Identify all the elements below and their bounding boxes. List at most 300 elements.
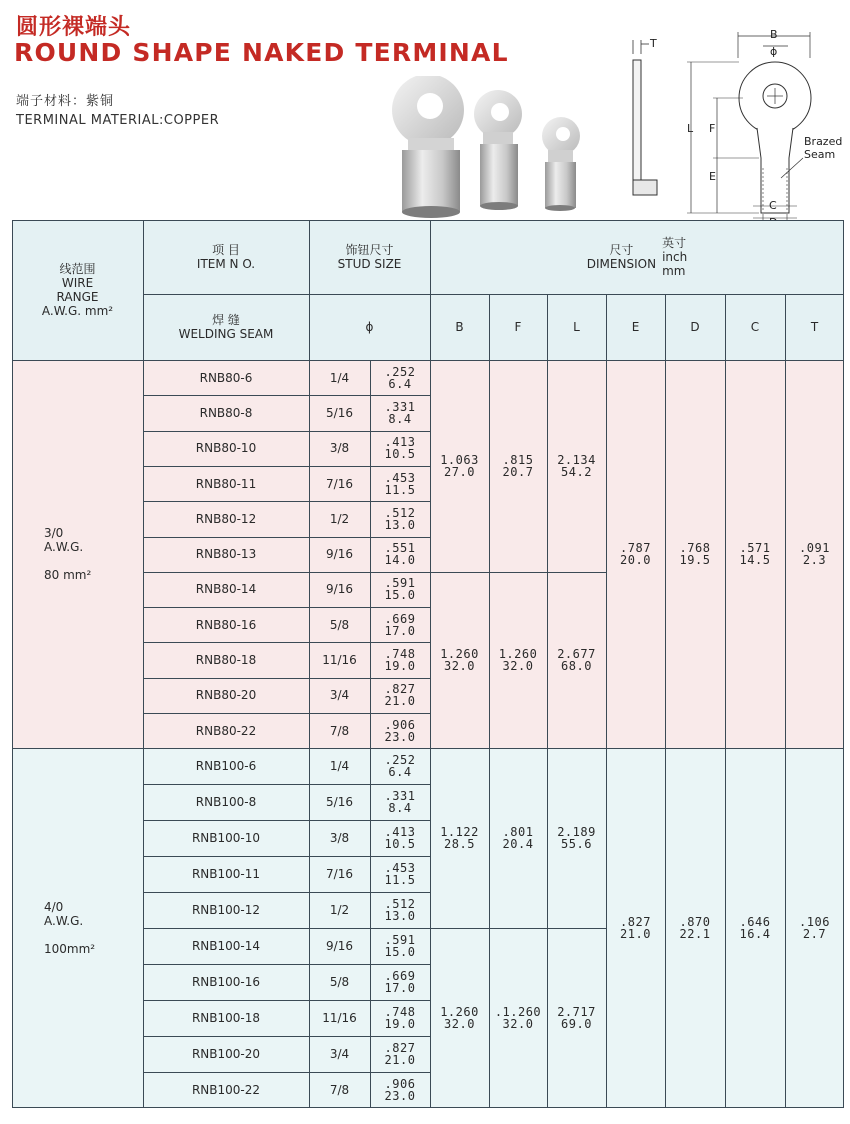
stud-size: 5/16 [326, 795, 353, 810]
phi-values [385, 613, 416, 637]
item-number: RNB100-20 [191, 1047, 261, 1062]
phi-inch: .252 [384, 753, 416, 768]
phi-values [385, 542, 416, 566]
brazed-label: Brazed [804, 135, 843, 148]
stud-size: 11/16 [322, 1011, 357, 1026]
dim-col-label: L [573, 320, 580, 334]
dim-b-cell [430, 572, 489, 749]
item-cell [143, 466, 309, 501]
header-bottom-line [12, 360, 844, 361]
stud-cell [309, 537, 370, 572]
phi-mm: 10.5 [384, 447, 416, 462]
dim-c-label: C [769, 199, 777, 212]
phi-inch: .748 [384, 647, 416, 662]
stud-cell [309, 856, 370, 892]
group-divider-line [12, 748, 844, 749]
dim-mm: 68.0 [561, 659, 592, 674]
sub-block-line [430, 572, 606, 573]
phi-cell [370, 395, 430, 430]
dim-t-cell [785, 360, 844, 748]
item-cell [143, 856, 309, 892]
dim-mm: 32.0 [444, 659, 475, 674]
item-number: RNB100-22 [191, 1083, 261, 1097]
item-number: RNB80-12 [195, 511, 257, 526]
stud-size: 7/8 [329, 723, 350, 738]
dim-f-values [503, 826, 534, 850]
dim-inch: .870 [679, 915, 711, 930]
dim-b-values [440, 454, 479, 478]
stud-cell [309, 572, 370, 607]
item-number: RNB100-12 [191, 903, 261, 918]
dim-col-label: E [631, 320, 640, 334]
phi-cell [370, 713, 430, 748]
phi-mm: 8.4 [388, 801, 412, 816]
phi-mm: 15.0 [384, 945, 416, 960]
phi-values [385, 472, 416, 496]
dim-inch: .815 [502, 452, 534, 467]
phi-mm: 14.0 [384, 553, 416, 568]
header-stud-size [309, 220, 430, 294]
dim-f-values [499, 648, 538, 672]
row-line [143, 1036, 430, 1037]
wire-range-en: WIRE [61, 276, 94, 290]
dim-t-values [799, 916, 830, 940]
dim-inch: 1.063 [440, 452, 479, 467]
dim-mm: 20.0 [620, 553, 651, 568]
item-number: RNB80-16 [195, 617, 257, 632]
item-number: RNB80-10 [195, 441, 257, 456]
dimension-text [587, 236, 687, 278]
dim-e-values [620, 542, 651, 566]
row-line [143, 784, 430, 785]
phi-inch: .591 [384, 933, 416, 948]
phi-values [385, 719, 416, 743]
dim-d-values [680, 916, 711, 940]
dim-inch: 1.260 [440, 1005, 479, 1020]
item-number: RNB80-18 [195, 653, 257, 668]
dim-f-cell [489, 572, 547, 749]
stud-cell [309, 748, 370, 784]
item-cell [143, 964, 309, 1000]
dim-inch: 2.189 [557, 825, 596, 840]
stud-cell [309, 431, 370, 466]
stud-size: 11/16 [322, 653, 357, 668]
item-number: RNB80-6 [199, 370, 253, 385]
col-line [785, 294, 786, 1108]
row-line [143, 537, 430, 538]
seam-cn: 焊 缝 [212, 313, 240, 327]
item-number: RNB100-16 [191, 975, 261, 990]
item-cell [143, 678, 309, 713]
dimension-cn: 尺寸 [609, 243, 634, 257]
dim-l-cell [547, 928, 606, 1108]
phi-cell [370, 678, 430, 713]
phi-cell [370, 537, 430, 572]
stud-size: 1/4 [329, 759, 350, 774]
wire-range-text [42, 262, 113, 318]
phi-cell [370, 1036, 430, 1072]
phi-cell [370, 892, 430, 928]
phi-inch: .453 [384, 861, 416, 876]
stud-cell [309, 1072, 370, 1108]
dim-mm: 20.7 [502, 464, 534, 479]
header-col-4 [665, 294, 725, 360]
phi-mm: 15.0 [384, 588, 416, 603]
header-col-1 [489, 294, 547, 360]
item-cell [143, 607, 309, 642]
range-awg: 3/0 [44, 526, 64, 541]
phi-inch: .669 [384, 611, 416, 626]
phi-inch: .512 [384, 897, 416, 912]
side-view-drawing [615, 30, 675, 210]
dim-mm: 14.5 [739, 553, 771, 568]
header-col-3 [606, 294, 665, 360]
phi-mm: 21.0 [384, 694, 416, 709]
dim-t-label: T [650, 37, 657, 50]
phi-inch: .331 [384, 399, 416, 414]
header-dimension [430, 220, 844, 294]
stud-cell [309, 607, 370, 642]
stud-cell [309, 820, 370, 856]
front-view-drawing [683, 28, 843, 228]
item-cell [143, 892, 309, 928]
dim-inch: .1.260 [494, 1005, 542, 1020]
phi-mm: 17.0 [384, 623, 416, 638]
stud-size: 7/16 [326, 867, 353, 882]
phi-inch: .453 [384, 470, 416, 485]
dim-b-values [440, 826, 479, 850]
phi-cell [370, 642, 430, 677]
row-line [143, 713, 430, 714]
stud-text [338, 243, 402, 271]
dim-e-cell [606, 360, 665, 748]
page-title: ROUND SHAPE NAKED TERMINAL [14, 38, 509, 67]
header-mid-line [143, 294, 430, 295]
row-line [143, 820, 430, 821]
col-line [143, 220, 144, 1108]
item-text [197, 243, 255, 271]
stud-size: 5/8 [329, 617, 350, 632]
phi-mm: 6.4 [388, 765, 412, 780]
dim-mm: 22.1 [679, 927, 711, 942]
dim-e-values [620, 916, 651, 940]
row-line [143, 607, 430, 608]
dim-b-label: B [770, 28, 778, 41]
range-awg: 4/0 [44, 900, 64, 915]
phi-inch: .551 [384, 541, 416, 556]
stud-size: 7/16 [326, 476, 353, 491]
stud-size: 9/16 [326, 547, 353, 562]
col-line [547, 294, 548, 1108]
table-top-line [12, 220, 844, 221]
stud-cell [309, 713, 370, 748]
dim-mm: 69.0 [561, 1017, 592, 1032]
dim-d-values [680, 542, 711, 566]
seam-text [179, 313, 274, 341]
row-line [143, 395, 430, 396]
row-line [143, 466, 430, 467]
stud-cell [309, 784, 370, 820]
dim-inch: 2.134 [557, 452, 596, 467]
item-number: RNB100-11 [191, 867, 261, 882]
item-number: RNB100-14 [191, 939, 261, 954]
item-en: ITEM N O. [196, 257, 256, 271]
stud-cell [309, 642, 370, 677]
row-line [143, 572, 430, 573]
phi-values [385, 826, 416, 850]
stud-cell [309, 1000, 370, 1036]
phi-values [385, 648, 416, 672]
dim-f-values [503, 454, 534, 478]
range-mm: 80 mm² [44, 568, 92, 583]
row-line [143, 928, 430, 929]
phi-inch: .827 [384, 682, 416, 697]
row-line [143, 964, 430, 965]
item-cell [143, 1072, 309, 1108]
stud-size: 3/8 [329, 441, 350, 456]
stud-size: 1/4 [329, 370, 350, 385]
phi-cell [370, 1072, 430, 1108]
phi-inch: .669 [384, 969, 416, 984]
dim-e-label: E [709, 170, 716, 183]
phi-values [385, 970, 416, 994]
phi-mm: 19.0 [384, 1017, 416, 1032]
dim-inch: 1.260 [440, 647, 479, 662]
phi-mm: 6.4 [388, 376, 412, 391]
dim-mm: 32.0 [502, 659, 534, 674]
phi-inch: .331 [384, 789, 416, 804]
range-unit: A.W.G. [44, 540, 84, 555]
row-line [143, 856, 430, 857]
dim-inch: .571 [739, 541, 771, 556]
dim-phi-label: ϕ [770, 45, 778, 58]
dim-c-values [740, 542, 771, 566]
dim-mm: 21.0 [620, 927, 651, 942]
dimension-left [587, 243, 656, 271]
stud-size: 3/8 [329, 831, 350, 846]
table-left-line [12, 220, 13, 1108]
seam-en: WELDING SEAM [178, 327, 274, 341]
wire-range-values [44, 526, 91, 582]
phi-values [385, 1042, 416, 1066]
phi-values [385, 862, 416, 886]
item-cell [143, 360, 309, 395]
item-cell [143, 537, 309, 572]
phi-values [385, 436, 416, 460]
dim-inch: .801 [502, 825, 534, 840]
phi-values [385, 683, 416, 707]
table-bottom-line [12, 1107, 844, 1108]
phi-mm: 11.5 [384, 873, 416, 888]
dim-b-cell [430, 748, 489, 928]
phi-values [385, 366, 416, 390]
dim-col-label: C [750, 320, 760, 334]
stud-cn: 饰钮尺寸 [345, 243, 394, 257]
phi-mm: 23.0 [384, 729, 416, 744]
dim-inch: .768 [679, 541, 711, 556]
item-number: RNB80-13 [195, 547, 257, 562]
item-cn: 项 目 [212, 243, 240, 257]
header-phi [309, 294, 430, 360]
stud-cell [309, 892, 370, 928]
title-chinese: 圆形裸端头 [16, 15, 132, 40]
item-number: RNB100-8 [195, 795, 257, 810]
stud-size: 7/8 [329, 1083, 350, 1097]
dim-inch: 2.677 [557, 647, 596, 662]
sub-block-line [430, 928, 606, 929]
header-col-2 [547, 294, 606, 360]
phi-values [385, 507, 416, 531]
phi-values [385, 790, 416, 814]
dim-l-values [557, 1006, 596, 1030]
item-cell [143, 395, 309, 430]
col-line [725, 294, 726, 1108]
row-line [143, 1072, 430, 1073]
phi-cell [370, 820, 430, 856]
stud-cell [309, 395, 370, 430]
item-cell [143, 431, 309, 466]
phi-cell [370, 1000, 430, 1036]
dim-mm: 27.0 [444, 464, 475, 479]
wire-range-en2: RANGE [56, 290, 99, 304]
dim-f-label: F [709, 122, 716, 135]
header-wire-range [12, 220, 143, 360]
wire-range-unit: A.W.G. mm² [41, 304, 114, 318]
item-cell [143, 820, 309, 856]
header-col-5 [725, 294, 785, 360]
dim-l-values [557, 648, 596, 672]
wire-range-cell [12, 360, 143, 748]
phi-mm: 11.5 [384, 482, 416, 497]
dimension-right [662, 236, 687, 278]
dim-mm: 28.5 [444, 837, 475, 852]
item-number: RNB80-20 [195, 688, 257, 703]
stud-size: 1/2 [329, 903, 350, 918]
stud-size: 9/16 [326, 582, 353, 597]
stud-size: 3/4 [329, 1047, 350, 1062]
inch-label: inch [662, 250, 688, 264]
stud-size: 3/4 [329, 688, 350, 703]
dim-inch: .787 [620, 541, 651, 556]
wire-range-cn: 线范围 [59, 262, 96, 276]
item-cell [143, 713, 309, 748]
table-right-line [843, 220, 844, 1108]
item-cell [143, 1036, 309, 1072]
phi-values [385, 1078, 416, 1102]
phi-values [385, 754, 416, 778]
stud-cell [309, 964, 370, 1000]
row-line [143, 642, 430, 643]
spec-table [12, 220, 844, 1108]
phi-cell [370, 607, 430, 642]
phi-values [385, 898, 416, 922]
dim-inch: .646 [739, 915, 771, 930]
item-number: RNB100-6 [195, 759, 257, 774]
stud-size: 5/8 [329, 975, 350, 990]
phi-inch: .906 [384, 717, 416, 732]
phi-values [385, 934, 416, 958]
item-number: RNB100-10 [191, 831, 261, 846]
stud-size: 5/16 [326, 405, 353, 420]
phi-cell [370, 466, 430, 501]
phi-values [385, 577, 416, 601]
phi-values [385, 401, 416, 425]
dim-b-values [440, 1006, 479, 1030]
dim-f-cell [489, 928, 547, 1108]
item-cell [143, 642, 309, 677]
dim-mm: 20.4 [502, 837, 534, 852]
dim-mm: 19.5 [679, 553, 711, 568]
phi-symbol: ϕ [365, 320, 374, 334]
dim-col-label: T [810, 320, 819, 334]
item-cell [143, 501, 309, 536]
dim-b-values [440, 648, 479, 672]
phi-cell [370, 748, 430, 784]
phi-mm: 17.0 [384, 981, 416, 996]
phi-inch: .413 [384, 435, 416, 450]
col-line [309, 220, 310, 1108]
stud-size: 1/2 [329, 511, 350, 526]
dim-b-cell [430, 360, 489, 572]
dim-inch: 1.122 [440, 825, 479, 840]
item-cell [143, 784, 309, 820]
col-line [489, 294, 490, 1108]
phi-inch: .827 [384, 1041, 416, 1056]
phi-cell [370, 431, 430, 466]
dim-inch: 2.717 [557, 1005, 596, 1020]
dim-l-values [557, 454, 596, 478]
dim-d-cell [665, 360, 725, 748]
item-number: RNB80-11 [195, 476, 257, 491]
phi-mm: 13.0 [384, 909, 416, 924]
dim-c-cell [725, 360, 785, 748]
dim-inch: .091 [799, 541, 830, 556]
inch-cn: 英寸 [662, 236, 687, 250]
item-number: RNB100-18 [191, 1011, 261, 1026]
header-mid-line [430, 294, 844, 295]
dim-l-cell [547, 748, 606, 928]
phi-mm: 23.0 [384, 1089, 416, 1103]
stud-cell [309, 928, 370, 964]
col-line [370, 360, 371, 1108]
mm-label: mm [662, 264, 686, 278]
dim-mm: 55.6 [561, 837, 592, 852]
phi-inch: .906 [384, 1077, 416, 1091]
dim-mm: 32.0 [444, 1017, 475, 1032]
dim-mm: 16.4 [739, 927, 771, 942]
col-line [430, 220, 431, 1108]
item-cell [143, 748, 309, 784]
col-line [606, 294, 607, 1108]
phi-cell [370, 856, 430, 892]
item-cell [143, 1000, 309, 1036]
header-welding-seam [143, 294, 309, 360]
dim-t-values [799, 542, 830, 566]
item-number: RNB80-22 [195, 723, 257, 738]
row-line [143, 1000, 430, 1001]
terminals-photo [380, 76, 590, 221]
phi-mm: 19.0 [384, 659, 416, 674]
dim-l-cell [547, 572, 606, 749]
wire-range-cell [12, 748, 143, 1108]
item-cell [143, 928, 309, 964]
dim-l-values [557, 826, 596, 850]
item-cell [143, 572, 309, 607]
dim-inch: .106 [799, 915, 830, 930]
material-chinese: 端子材料：紫铜 [16, 94, 115, 109]
stud-cell [309, 360, 370, 395]
dim-d-cell [665, 748, 725, 1108]
